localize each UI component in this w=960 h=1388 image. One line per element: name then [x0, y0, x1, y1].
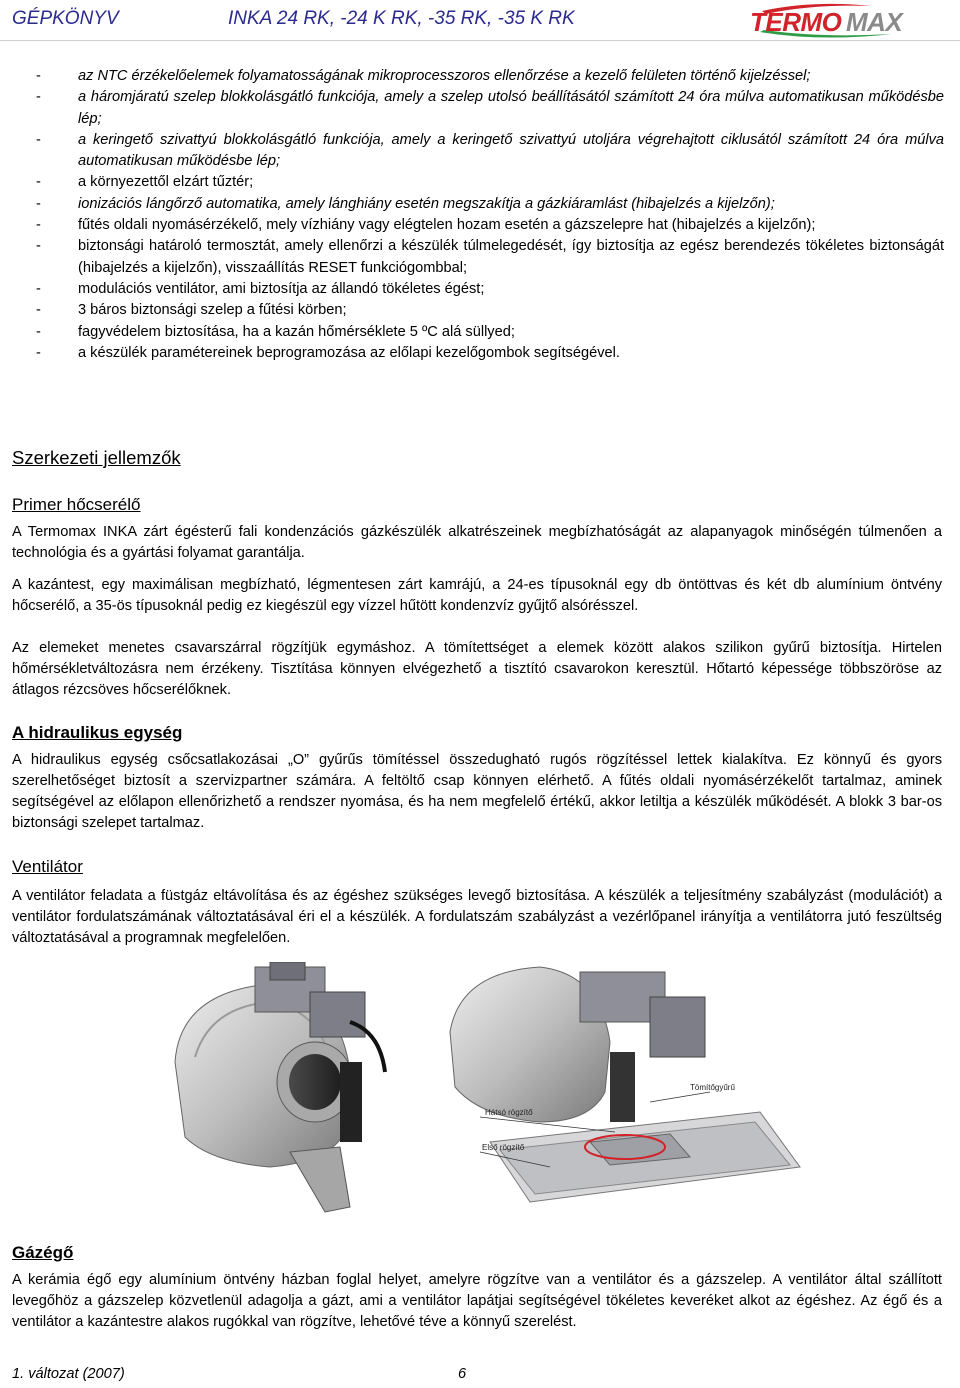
termomax-logo — [742, 2, 954, 38]
list-item: - fagyvédelem biztosítása, ha a kazán hőmérséklete 5 ºC alá süllyed; — [36, 322, 944, 343]
list-item: - a készülék paramétereinek beprogramozása az előlapi kezelőgombok segítségével. — [36, 343, 944, 364]
burner-paragraph: A kerámia égő egy alumínium öntvény házban foglal helyet, amelyre rögzítve van a ventilátor és a gázszelep. A ventilátor által szállított levegőhöz a gázszelep közvetlenül adagolja a gázt, ami a ventilátor lapátjai segítségével tökéletes keveréket alkot az égéshez. Az égő és a ventilátor a kazántestre alakos rugókkal van rögzítve, lehetővé téve a könnyű szerelést. — [12, 1272, 942, 1330]
page-header — [0, 0, 960, 41]
label-front-fixer: Első rögzítő — [482, 1143, 525, 1152]
list-item: - ionizációs lángőrző automatika, amely lánghiány esetén megszakítja a gázkiáramlást (hibajelzés a kijelzőn); — [36, 194, 944, 215]
fan-assembly-left — [175, 962, 385, 1212]
fan-title: Ventilátor — [12, 857, 83, 876]
footer-version: 1. változat (2007) — [12, 1366, 125, 1382]
model-label: INKA 24 RK, -24 K RK, -35 RK, -35 K RK — [228, 8, 575, 29]
hydraulic-title: A hidraulikus egység — [12, 723, 183, 742]
list-item: - a keringető szivattyú blokkolásgátló funkciója, amely a keringető szivattyú utoljára végrehajtott ciklusától számított 24 óra múlva automatikusan működésbe lép; — [36, 130, 944, 173]
fan-and-burner-illustration — [150, 962, 810, 1224]
list-item: - biztonsági határoló termosztát, amely ellenőrzi a készülék túlmelegedését, így biztosítja az egész berendezés tökéletes biztonságát (hibajelzés a kijelzőn), visszaállítás RESET funkciógombbal; — [36, 236, 944, 279]
burner-title: Gázégő — [12, 1243, 74, 1262]
page-number: 6 — [458, 1366, 467, 1382]
list-item: - a környezettől elzárt tűztér; — [36, 172, 944, 193]
label-back-fixer: Hátsó rögzítő — [485, 1108, 533, 1117]
svg-text:TERMO: TERMO — [750, 7, 842, 37]
svg-text:MAX: MAX — [846, 7, 903, 37]
hydraulic-paragraph: A hidraulikus egység csőcsatlakozásai „O” gyűrűs tömítéssel összedugható rugós rögzítéssel lettek kialakítva. Ez könnyű és gyors szerelhetőséget biztosít a szervizpartner számára. A feltöltő csap könnyen elérhető. A fűtés oldali nyomásérzékelőt tartalmaz, aminek segítségével az előlapon ellenőrizhető a rendszer nyomása, és ha nem megfelelő értékű, akkor letiltja a készülék működését. A blokk 3 bar-os biztonsági szelepet tartalmaz. — [12, 752, 942, 831]
primer-paragraph-1: A Termomax INKA zárt égésterű fali kondenzációs gázkészülék alkatrészeinek megbízhatóságát az alapanyagok minőségén túlmenően a technológia és a gyártási folyamat garantálja. — [12, 524, 942, 561]
label-seal-ring: Tömítőgyűrű — [690, 1083, 735, 1092]
primer-paragraph-3: Az elemeket menetes csavarszárral rögzítjük egymáshoz. A tömítettséget a elemek között alakos szilikon gyűrű biztosítja. Hirtelen hőmérsékletváltozásra nem érzékeny. Tisztítása könnyen elvégezhető a tisztító csavarokon keresztül. Hőtartó képessége többszöröse az átlagos rézcsöves hőcserélőknek. — [12, 640, 942, 698]
list-item: - fűtés oldali nyomásérzékelő, mely vízhiány vagy elégtelen hozam esetén a gázszelepre hat (hibajelzés a kijelzőn); — [36, 215, 944, 236]
list-item: - a háromjáratú szelep blokkolásgátló funkciója, amely a szelep utolsó beállításától számított 24 óra múlva automatikusan működésbe lép; — [36, 87, 944, 130]
fan-and-burner-right — [450, 967, 800, 1202]
list-item: - 3 báros biztonsági szelep a fűtési körben; — [36, 300, 944, 321]
list-item: - modulációs ventilátor, ami biztosítja az állandó tökéletes égést; — [36, 279, 944, 300]
safety-features-list — [36, 66, 944, 364]
primer-paragraph-2: A kazántest, egy maximálisan megbízható, légmentesen zárt kamrájú, a 24-es típusoknál egy db öntöttvas és két db alumínium öntvény hőcserélő, a 35-ös típusoknál pedig ez kiegészül egy vízzel hűtött kondenzvíz gyűjtő alsórésszel. — [12, 577, 942, 614]
fan-paragraph: A ventilátor feladata a füstgáz eltávolítása és az égéshez szükséges levegő biztosítása. A készülék a teljesítmény szabályzást (modulációt) a ventilátor fordulatszámának változtatásával éri el a készülék. A fordulatszám szabályzást a vezérlőpanel irányítja a ventilátorra jutó feszültség változtatásával a programnak megfelelően. — [12, 888, 942, 946]
list-item: - az NTC érzékelőelemek folyamatosságának mikroprocesszoros ellenőrzése a kezelő felületen történő kijelzéssel; — [36, 66, 944, 87]
section-title: Szerkezeti jellemzők — [12, 447, 181, 468]
primer-title: Primer hőcserélő — [12, 495, 141, 514]
manual-label: GÉPKÖNYV — [12, 8, 119, 29]
